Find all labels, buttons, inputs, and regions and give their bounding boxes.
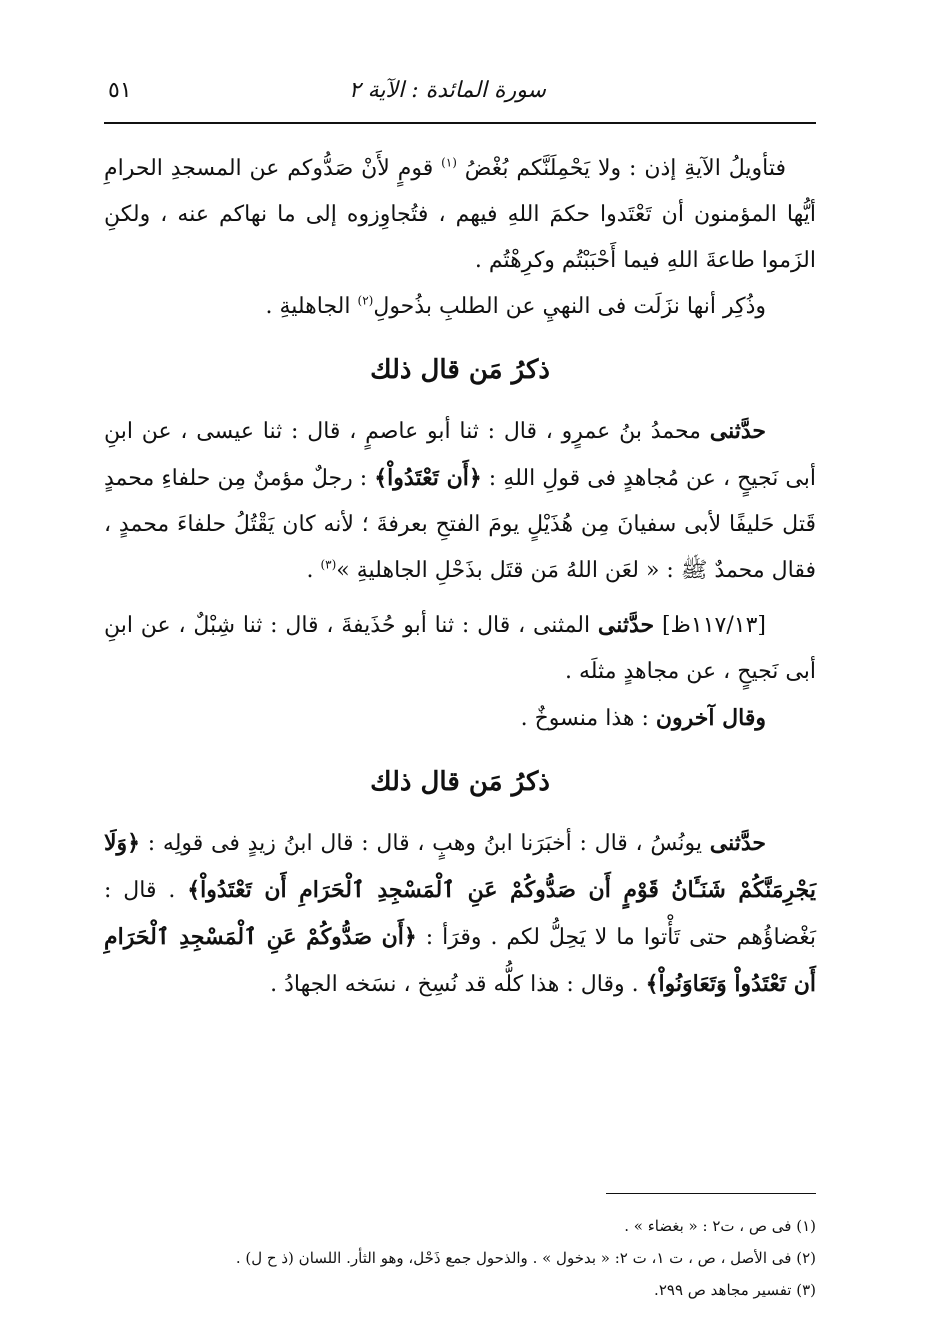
footnote-3: (٣) تفسير مجاهد ص ٢٩٩. xyxy=(654,1281,816,1299)
quran-quote: ﴿أَن تَعْتَدُواْ﴾ xyxy=(374,465,482,491)
quran-quote: ﴿أَن صَدُّوكُمْ عَنِ ٱلْمَسْجِدِ ٱلْحَرَامِ أَن تَعْتَدُواْ وَتَعَاوَنُواْ﴾ xyxy=(104,924,816,997)
section-heading-2: ذكرُ مَن قال ذلك xyxy=(370,767,550,797)
paragraph-text: : هذا منسوخٌ . xyxy=(520,706,656,731)
footnote-ref-3: (٣) xyxy=(320,557,337,572)
paragraph-4 xyxy=(104,602,816,695)
narration-lead: حدَّثنى xyxy=(709,830,766,856)
paragraph-text: . قال : بَغْضاؤُهم حتى تَأْتوا ما لا يَحِلُّ لكم . وقرَأ : xyxy=(104,878,816,950)
paragraph-2 xyxy=(104,284,816,330)
manuscript-marker: [١١٧/١٣ظ] xyxy=(661,613,766,638)
paragraph-text: الجاهليةِ . xyxy=(265,294,358,319)
page-body xyxy=(104,146,816,1008)
page-number: ٥١ xyxy=(108,78,132,103)
paragraph-text: محمدُ بنُ عمرٍو ، قال : ثنا أبو عاصمٍ ، قال : ثنا عيسى ، عن ابنِ أبى نَجيحٍ ، عن مُجاهدٍ فى قولِ اللهِ : xyxy=(104,419,816,491)
narration-lead: حدَّثنى xyxy=(709,418,766,444)
narration-lead: وقال آخرون xyxy=(655,705,766,731)
paragraph-text: المثنى ، قال : ثنا أبو حُذَيفةَ ، قال : ثنا شِبْلٌ ، عن ابنِ أبى نَجيحٍ ، عن مجاهدٍ مثلَه . xyxy=(104,613,816,684)
footnote-separator xyxy=(606,1193,816,1194)
paragraph-text: وذُكِر أنها نزَلَت فى النهيِ عن الطلبِ بذُحولِ xyxy=(373,294,766,319)
paragraph-text: . وقال : هذا كلُّه قد نُسِخ ، نسَخه الجهادُ . xyxy=(270,972,646,997)
paragraph-text: . xyxy=(306,558,321,583)
paragraph-1 xyxy=(104,146,816,284)
paragraph-3 xyxy=(104,408,816,594)
page-header xyxy=(104,60,816,124)
footnote-ref-1: (١) xyxy=(441,155,457,170)
paragraph-text: فتأويلُ الآيةِ إذن : ولا يَحْمِلَنَّكم بُغْضُ xyxy=(464,156,786,181)
section-heading-1: ذكرُ مَن قال ذلك xyxy=(370,355,550,385)
paragraph-text: : رجلٌ مؤمنٌ مِن حلفاءِ محمدٍ قَتل حَليفًا لأبى سفيانَ مِن هُذَيْلٍ يومَ الفتحِ بعرفةَ ؛ لأنه كان يَقْتُلُ حلفاءَ محمدٍ ، فقال محمدٌ ﷺ : « لعَن اللهُ مَن قتَل بذَحْلِ الجاهليةِ » xyxy=(104,466,816,583)
quran-quote: ﴿وَلَا يَجْرِمَنَّكُمْ شَنَـَٔانُ قَوْمٍ أَن صَدُّوكُمْ عَنِ ٱلْمَسْجِدِ ٱلْحَرَامِ أَن تَعْتَدُواْ﴾ xyxy=(104,830,816,903)
paragraph-5 xyxy=(104,695,816,742)
footnote-ref-2: (٢) xyxy=(357,293,374,308)
footnote-2: (٢) فى الأصل ، ص ، ت ١، ت ٢: « بدخول » . والذحول جمع ذَحْل، وهو الثأر. اللسان (ذ ح ل) . xyxy=(235,1249,816,1267)
footnote-1: (١) فى ص ، ت٢ : « بغضاء » . xyxy=(624,1217,816,1235)
paragraph-6 xyxy=(104,820,816,1008)
book-page xyxy=(104,60,816,1310)
running-title: سورة المائدة : الآية ٢ xyxy=(348,78,546,103)
paragraph-text: يونُسُ ، قال : أخبَرَنا ابنُ وهبٍ ، قال : قال ابنُ زيدٍ فى قولِه : xyxy=(140,831,710,856)
narration-lead: حدَّثنى xyxy=(597,612,655,638)
paragraph-text: قومٍ لأَنْ صَدُّوكم عن المسجدِ الحرامِ أيُّها المؤمنون أن تَعْتَدوا حكمَ اللهِ فيهم ، فتُجاوِزوه إلى ما نهاكم عنه ، ولكنِ الزَموا طاعةَ اللهِ فيما أَحْبَبْتُم وكرِهْتُم . xyxy=(104,156,816,273)
footnotes xyxy=(104,1210,816,1306)
